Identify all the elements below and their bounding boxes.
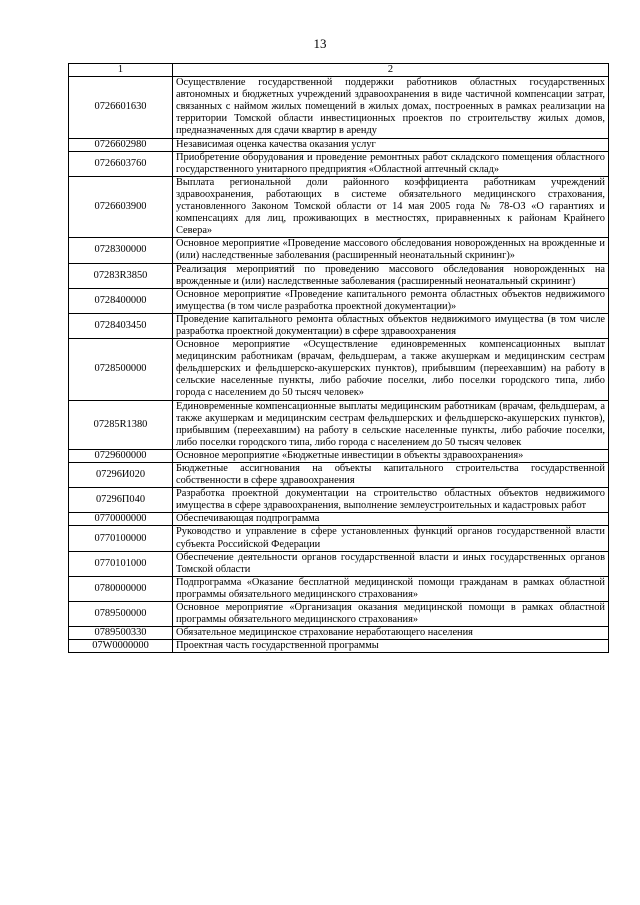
row-description: Обеспечивающая подпрограмма (173, 513, 609, 526)
row-description: Руководство и управление в сфере установленных функций органов государственной власти субъекта Российской Федерации (173, 526, 609, 551)
table-row (69, 602, 609, 627)
row-code: 0726601630 (69, 77, 173, 138)
table-row (69, 526, 609, 551)
row-description: Реализация мероприятий по проведению массового обследования новорожденных на врожденные и (или) наследственные заболевания (расширенный неонатальный скрининг) (173, 263, 609, 288)
row-code: 07296И020 (69, 463, 173, 488)
table-row (69, 488, 609, 513)
table-row (69, 640, 609, 653)
row-code: 0770100000 (69, 526, 173, 551)
table-row (69, 138, 609, 151)
row-description: Основное мероприятие «Осуществление единовременных компенсационных выплат медицинским работникам (врачам, фельдшерам, а также акушеркам и медицинским сестрам фельдшерских и фельдшерско-акушерских пунктов), прибывшим (переехавшим) на работу в сельские населенные пункты, либо рабочие поселки, либо поселки городского типа, либо города с населением до 50 тысяч человек» (173, 339, 609, 400)
table-header-row (69, 64, 609, 77)
table-row (69, 263, 609, 288)
row-code: 0770000000 (69, 513, 173, 526)
row-code: 07285R1380 (69, 400, 173, 449)
row-description: Подпрограмма «Оказание бесплатной медицинской помощи гражданам в рамках областной программы обязательного медицинского страхования» (173, 576, 609, 601)
row-code: 0728500000 (69, 339, 173, 400)
row-description: Выплата региональной доли районного коэффициента работникам учреждений здравоохранения, работающих в системе обязательного медицинского страхования, установленного Законом Томской области от 14 мая 2005 года № 78-ОЗ «О гарантиях и компенсациях для лиц, проживающих в местностях, приравненных к районам Крайнего Севера» (173, 176, 609, 237)
row-description: Основное мероприятие «Проведение капитального ремонта областных объектов недвижимого имущества (в том числе разработка проектной документации)» (173, 288, 609, 313)
row-description: Приобретение оборудования и проведение ремонтных работ складского помещения областного государственного унитарного предприятия «Областной аптечный склад» (173, 151, 609, 176)
page-number: 13 (313, 36, 327, 51)
row-code: 07W0000000 (69, 640, 173, 653)
row-description: Независимая оценка качества оказания услуг (173, 138, 609, 151)
row-code: 0726602980 (69, 138, 173, 151)
table-row (69, 176, 609, 237)
table-row (69, 449, 609, 462)
table-row (69, 151, 609, 176)
row-code: 07283R3850 (69, 263, 173, 288)
row-code: 0728300000 (69, 238, 173, 263)
row-description: Обеспечение деятельности органов государственной власти и иных государственных органов Томской области (173, 551, 609, 576)
row-code: 0728400000 (69, 288, 173, 313)
row-code: 0780000000 (69, 576, 173, 601)
row-code: 0728403450 (69, 313, 173, 338)
row-description: Бюджетные ассигнования на объекты капитального строительства государственной собственности в сфере здравоохранения (173, 463, 609, 488)
row-description: Основное мероприятие «Организация оказания медицинской помощи в рамках областной программы обязательного медицинского страхования» (173, 602, 609, 627)
table-row (69, 627, 609, 640)
table-row (69, 576, 609, 601)
row-description: Осуществление государственной поддержки работников областных государственных автономных и бюджетных учреждений здравоохранения в виде частичной компенсации затрат, связанных с наймом жилых помещений в жилых домах, построенных в рамках реализации на территории Томской области инвестиционных проектов по строительству жилых домов, предназначенных для сдачи квартир в аренду (173, 77, 609, 138)
table-row (69, 463, 609, 488)
table-row (69, 513, 609, 526)
row-description: Основное мероприятие «Бюджетные инвестиции в объекты здравоохранения» (173, 449, 609, 462)
row-description: Проведение капитального ремонта областных объектов недвижимого имущества (в том числе разработка проектной документации) в сфере здравоохранения (173, 313, 609, 338)
row-description: Обязательное медицинское страхование неработающего населения (173, 627, 609, 640)
row-description: Проектная часть государственной программы (173, 640, 609, 653)
table-row (69, 238, 609, 263)
column-header-code: 1 (69, 64, 173, 77)
table-row (69, 77, 609, 138)
table-row (69, 339, 609, 400)
row-code: 0729600000 (69, 449, 173, 462)
row-code: 0789500330 (69, 627, 173, 640)
row-code: 0789500000 (69, 602, 173, 627)
budget-classification-table (68, 63, 609, 653)
row-description: Основное мероприятие «Проведение массового обследования новорожденных на врожденные и (или) наследственные заболевания (расширенный неонатальный скрининг)» (173, 238, 609, 263)
table-row (69, 288, 609, 313)
table-row (69, 551, 609, 576)
table-row (69, 400, 609, 449)
column-header-description: 2 (173, 64, 609, 77)
row-description: Разработка проектной документации на строительство областных объектов недвижимого имущества в сфере здравоохранения, выполнение землеустроительных и кадастровых работ (173, 488, 609, 513)
row-code: 0770101000 (69, 551, 173, 576)
row-code: 0726603900 (69, 176, 173, 237)
row-code: 0726603760 (69, 151, 173, 176)
row-description: Единовременные компенсационные выплаты медицинским работникам (врачам, фельдшерам, а также акушеркам и медицинским сестрам фельдшерских и фельдшерско-акушерских пунктов), прибывшим (переехавшим) на работу в сельские населенные пункты, либо рабочие поселки, либо поселки городского типа, либо города с населением до 50 тысяч человек (173, 400, 609, 449)
table-row (69, 313, 609, 338)
row-code: 07296П040 (69, 488, 173, 513)
